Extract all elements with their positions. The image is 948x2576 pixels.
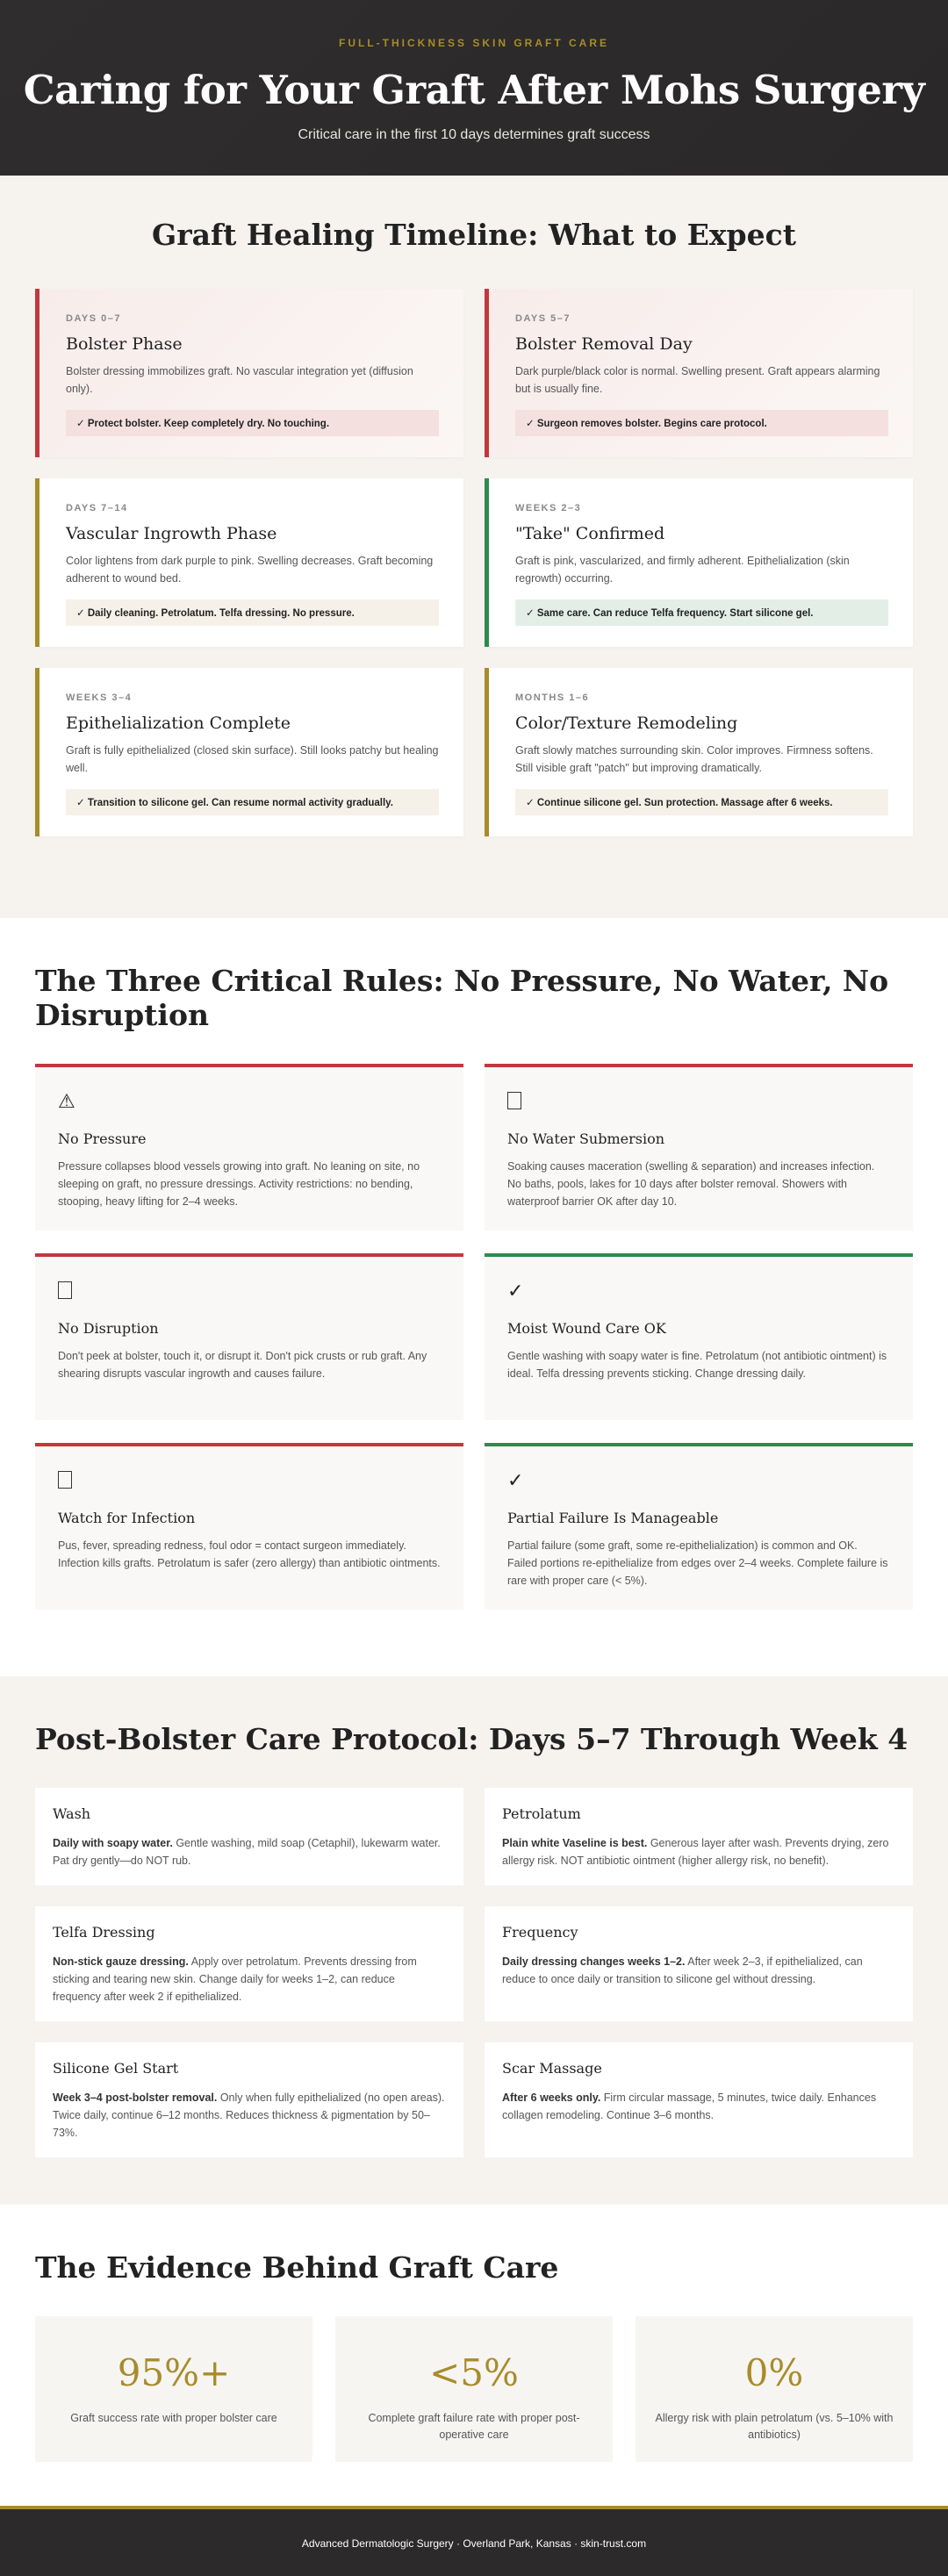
protocol-card-title: Silicone Gel Start bbox=[53, 2060, 179, 2077]
hero-eyebrow: FULL-THICKNESS SKIN GRAFT CARE bbox=[339, 37, 609, 49]
rule-card-title: Moist Wound Care OK bbox=[507, 1320, 666, 1337]
rule-card-text: Pressure collapses blood vessels growing into graft. No leaning on site, no sleeping on graft, no pressure dressings. Activity restrictions: no bending, stooping, heavy lifting for 2–4 weeks. bbox=[58, 1160, 420, 1208]
rule-card-text: Pus, fever, spreading redness, foul odor = contact surgeon immediately. Infection kills grafts. Petrolatum is safer (zero allergy) than antibiotic ointments. bbox=[58, 1539, 441, 1569]
timeline-card bbox=[35, 289, 463, 457]
protocol-title: Post-Bolster Care Protocol: Days 5–7 Through Week 4 bbox=[35, 1722, 908, 1756]
protocol-card-text: Daily dressing changes weeks 1–2. After week 2–3, if epithelialized, can reduce to once daily or transition to silicone gel without dressing. bbox=[502, 1955, 863, 1985]
timeline-card-note: ✓ Protect bolster. Keep completely dry. No touching. bbox=[66, 410, 439, 436]
timeline-card bbox=[485, 668, 913, 836]
protocol-card-text: Non-stick gauze dressing. Apply over petrolatum. Prevents dressing from sticking and tearing new skin. Change daily for weeks 1–2, can reduce frequency after week 2 if epithelialized. bbox=[53, 1955, 417, 2003]
rule-card bbox=[35, 1064, 463, 1231]
timeline-card-text: Color lightens from dark purple to pink. Swelling decreases. Graft becoming adherent to wound bed. bbox=[66, 555, 434, 585]
timeline-days: DAYS 5–7 bbox=[515, 313, 571, 324]
protocol-card bbox=[485, 1906, 913, 2021]
protocol-card-title: Frequency bbox=[502, 1924, 578, 1941]
protocol-card bbox=[485, 1788, 913, 1885]
timeline-card-title: "Take" Confirmed bbox=[515, 524, 665, 543]
hand-icon bbox=[58, 1280, 441, 1302]
timeline-card-note: ✓ Surgeon removes bolster. Begins care protocol. bbox=[515, 410, 888, 436]
rule-card-title: No Disruption bbox=[58, 1320, 159, 1337]
timeline-card-text: Bolster dressing immobilizes graft. No vascular integration yet (diffusion only). bbox=[66, 365, 413, 395]
timeline-days: WEEKS 3–4 bbox=[66, 692, 133, 703]
stat-number: <5% bbox=[429, 2351, 519, 2394]
timeline-card bbox=[35, 478, 463, 647]
protocol-card-title: Telfa Dressing bbox=[53, 1924, 155, 1941]
timeline-section bbox=[0, 176, 948, 918]
rule-card-text: Don't peek at bolster, touch it, or disrupt it. Don't pick crusts or rub graft. Any shearing disrupts vascular ingrowth and causes failure. bbox=[58, 1350, 427, 1380]
rule-card-title: No Water Submersion bbox=[507, 1130, 665, 1147]
infection-icon bbox=[58, 1469, 441, 1492]
rule-card-text: Soaking causes maceration (swelling & separation) and increases infection. No baths, pools, lakes for 10 days after bolster removal. Showers with waterproof barrier OK after day 10. bbox=[507, 1160, 875, 1208]
stat-number: 95%+ bbox=[117, 2351, 231, 2394]
protocol-card-text: After 6 weeks only. Firm circular massage, 5 minutes, twice daily. Enhances collagen remodeling. Continue 3–6 months. bbox=[502, 2092, 877, 2121]
timeline-card-title: Vascular Ingrowth Phase bbox=[66, 524, 277, 543]
timeline-days: MONTHS 1–6 bbox=[515, 692, 590, 703]
stat-card bbox=[335, 2316, 613, 2462]
stat-label: Graft success rate with proper bolster care bbox=[70, 2412, 277, 2424]
timeline-card-note: ✓ Same care. Can reduce Telfa frequency. Start silicone gel. bbox=[515, 599, 888, 626]
check-icon: ✓ bbox=[507, 1469, 524, 1491]
timeline-card bbox=[35, 668, 463, 836]
rule-card-text: Partial failure (some graft, some re-epithelialization) is common and OK. Failed portions re-epithelialize from edges over 2–4 weeks. Complete failure is rare with proper care (< 5%). bbox=[507, 1539, 888, 1587]
rule-card-title: Watch for Infection bbox=[58, 1510, 196, 1526]
rule-card-title: Partial Failure Is Manageable bbox=[507, 1510, 719, 1526]
protocol-card bbox=[35, 1788, 463, 1885]
rule-card bbox=[485, 1253, 913, 1420]
rules-section bbox=[0, 918, 948, 1676]
timeline-title: Graft Healing Timeline: What to Expect bbox=[152, 218, 796, 252]
stat-card bbox=[636, 2316, 913, 2462]
protocol-card bbox=[35, 1906, 463, 2021]
timeline-card-note: ✓ Continue silicone gel. Sun protection. Massage after 6 weeks. bbox=[515, 789, 888, 815]
timeline-card bbox=[485, 478, 913, 647]
page-title: Caring for Your Graft After Mohs Surgery bbox=[23, 67, 925, 113]
timeline-card-note: ✓ Transition to silicone gel. Can resume normal activity gradually. bbox=[66, 789, 439, 815]
protocol-card bbox=[485, 2042, 913, 2157]
evidence-title: The Evidence Behind Graft Care bbox=[35, 2250, 559, 2285]
protocol-grid bbox=[35, 1788, 913, 2178]
rule-card-title: No Pressure bbox=[58, 1130, 147, 1147]
evidence-grid bbox=[35, 2316, 913, 2462]
protocol-card bbox=[35, 2042, 463, 2157]
timeline-card-title: Color/Texture Remodeling bbox=[515, 714, 738, 733]
protocol-card-text: Daily with soapy water. Gentle washing, mild soap (Cetaphil), lukewarm water. Pat dry gently—do NOT rub. bbox=[53, 1837, 441, 1867]
timeline-card-text: Graft is fully epithelialized (closed skin surface). Still looks patchy but healing well. bbox=[66, 744, 439, 774]
evidence-section bbox=[0, 2205, 948, 2506]
rule-card bbox=[485, 1443, 913, 1610]
timeline-card bbox=[485, 289, 913, 457]
stat-label: Allergy risk with plain petrolatum (vs. 5–10% with antibiotics) bbox=[655, 2412, 894, 2441]
water-icon bbox=[507, 1090, 890, 1113]
stat-number: 0% bbox=[744, 2351, 804, 2394]
hero-header bbox=[0, 0, 948, 176]
rules-grid bbox=[35, 1064, 913, 1632]
protocol-card-text: Plain white Vaseline is best. Generous layer after wash. Prevents drying, zero allergy risk. NOT antibiotic ointment (higher allergy risk, no benefit). bbox=[502, 1837, 889, 1867]
rule-card bbox=[35, 1443, 463, 1610]
rule-card bbox=[35, 1253, 463, 1420]
protocol-card-title: Petrolatum bbox=[502, 1805, 581, 1822]
warning-icon: ⚠ bbox=[58, 1090, 75, 1112]
rule-card bbox=[485, 1064, 913, 1231]
hero-subtitle: Critical care in the first 10 days determines graft success bbox=[298, 127, 650, 142]
rule-card-text: Gentle washing with soapy water is fine. Petrolatum (not antibiotic ointment) is ideal. Telfa dressing prevents sticking. Change dressing daily. bbox=[507, 1350, 887, 1380]
timeline-card-note: ✓ Daily cleaning. Petrolatum. Telfa dressing. No pressure. bbox=[66, 599, 439, 626]
timeline-card-title: Bolster Phase bbox=[66, 334, 183, 354]
timeline-days: WEEKS 2–3 bbox=[515, 503, 582, 513]
protocol-card-text: Week 3–4 post-bolster removal. Only when fully epithelialized (no open areas). Twice daily, continue 6–12 months. Reduces thickness & pigmentation by 50–73%. bbox=[53, 2092, 445, 2139]
protocol-card-title: Wash bbox=[53, 1805, 91, 1822]
timeline-card-text: Graft is pink, vascularized, and firmly adherent. Epithelialization (skin regrowth) occurring. bbox=[515, 555, 850, 585]
footer-text: Advanced Dermatologic Surgery · Overland Park, Kansas · skin-trust.com bbox=[301, 2537, 647, 2550]
protocol-card-title: Scar Massage bbox=[502, 2060, 602, 2077]
check-icon: ✓ bbox=[507, 1280, 524, 1302]
timeline-card-text: Dark purple/black color is normal. Swelling present. Graft appears alarming but is usually fine. bbox=[515, 365, 880, 395]
timeline-card-title: Bolster Removal Day bbox=[515, 334, 693, 354]
timeline-days: DAYS 7–14 bbox=[66, 503, 128, 513]
page-footer bbox=[0, 2506, 948, 2576]
timeline-card-title: Epithelialization Complete bbox=[66, 714, 291, 733]
timeline-grid bbox=[35, 289, 913, 857]
rules-title: The Three Critical Rules: No Pressure, No Water, No Disruption bbox=[35, 964, 889, 1032]
protocol-section bbox=[0, 1676, 948, 2205]
stat-label: Complete graft failure rate with proper post-operative care bbox=[368, 2412, 580, 2441]
timeline-card-text: Graft slowly matches surrounding skin. Color improves. Firmness softens. Still visible graft "patch" but improving dramatically. bbox=[515, 744, 873, 774]
stat-card bbox=[35, 2316, 312, 2462]
timeline-days: DAYS 0–7 bbox=[66, 313, 121, 324]
